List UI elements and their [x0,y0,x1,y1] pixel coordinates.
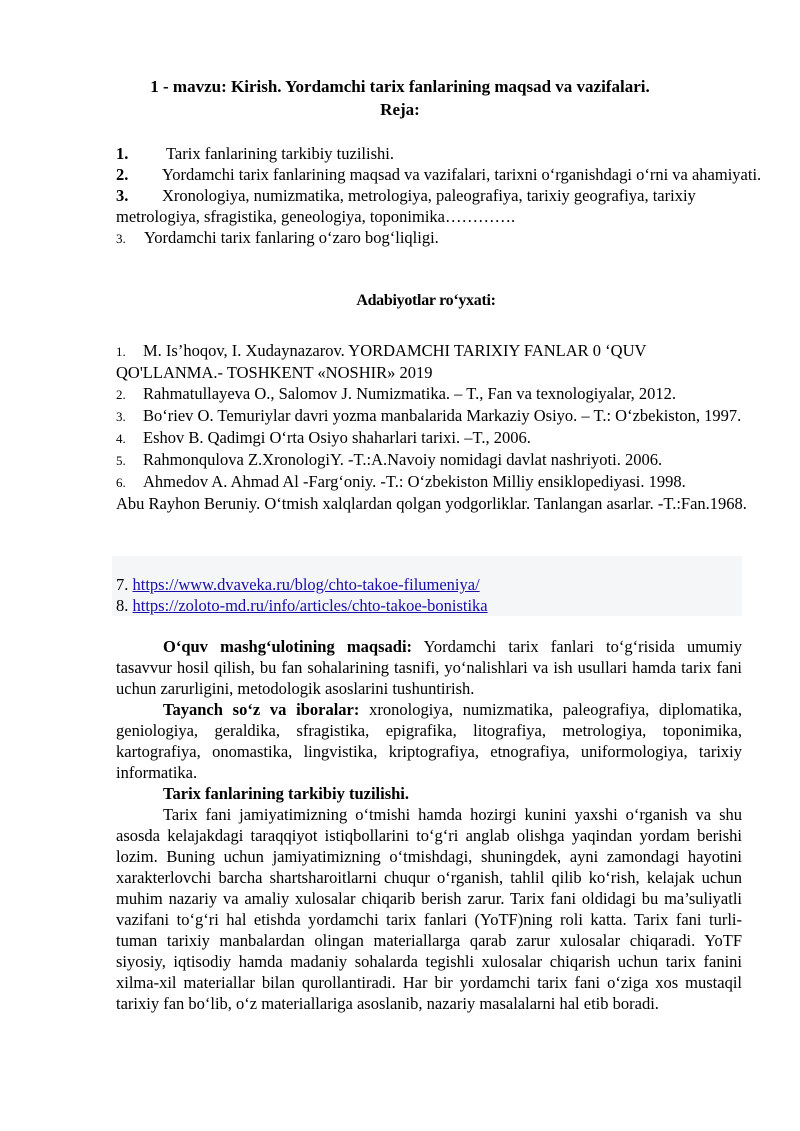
plan-item-number: 3. [116,186,129,205]
literature-link-item [116,595,766,616]
plan-heading: Reja: [380,100,420,119]
literature-item-number: 5. [116,453,126,468]
literature-item [116,405,756,427]
keywords-paragraph [116,699,742,783]
literature-heading: Adabiyotlar ro‘yxati: [356,292,496,309]
literature-item [116,471,756,493]
literature-link-item [116,574,766,595]
plan-item [116,143,766,164]
literature-item-text: Eshov B. Qadimgi O‘rta Osiyo shaharlari tarixi. –T., 2006. [143,428,531,447]
plan-item-text: Tarix fanlarining tarkibiy tuzilishi. [166,144,394,163]
literature-item-text: Bo‘riev O. Temuriylar davri yozma manbalarida Markaziy Osiyo. – T.: O‘zbekiston, 1997. [143,406,742,425]
keywords-text: xronologiya, numizmatika, paleografiya, diplomatika, geniologiya, geraldika, sfragistika, epigrafika, litografiya, metrologiya, toponimika, kartografiya, onomastika, lingvistika, kriptografiya, etnografiya, uniformologiya, tarixiy informatika. [116,700,742,782]
plan-item-text: Yordamchi tarix fanlaring o‘zaro bog‘liqligi. [144,228,439,247]
literature-item-text: Ahmedov A. Ahmad Al -Farg‘oniy. -T.: O‘zbekiston Milliy ensiklopediyasi. 1998. [143,472,686,491]
literature-item-text: Rahmonqulova Z.XronologiY. -T.:A.Navoiy nomidagi davlat nashriyoti. 2006. [143,450,663,469]
literature-extra-item: Abu Rayhon Beruniy. O‘tmish xalqlardan qolgan yodgorliklar. Tanlangan asarlar. -T.:Fan.1968. [116,494,747,513]
literature-links [116,574,766,616]
literature-item-text: M. Is’hoqov, I. Xudaynazarov. YORDAMCHI TARIXIY FANLAR 0 ‘QUV QO'LLANMA.- TOSHKENT «NOSHIR» 2019 [116,341,647,382]
literature-item-text: Rahmatullayeva O., Salomov J. Numizmatika. – T., Fan va texnologiyalar, 2012. [143,384,677,403]
plan-item [0,164,766,185]
plan-item-number: 1. [116,144,129,163]
plan-item [116,185,766,227]
literature-item [116,340,756,383]
literature-item [116,383,756,405]
section-heading: Tarix fanlarining tarkibiy tuzilishi. [163,784,410,803]
plan-item-number: 2. [116,165,129,184]
lecture-body [116,636,742,1014]
goal-text: Yordamchi tarix fanlari to‘g‘risida umumiy tasavvur hosil qilish, bu fan sohalarining tasnifi, yo‘nalishlari va ish usullari hamda tarix fani uchun zarurligini, metodologik asoslarini tushuntirish. [116,637,742,698]
literature-item-number: 3. [116,409,126,424]
plan-item-number: 3. [116,231,126,246]
lecture-title: 1 - mavzu: Kirish. Yordamchi tarix fanlarining maqsad va vazifalari. [150,77,650,96]
reference-link[interactable]: https://www.dvaveka.ru/blog/chto-takoe-filumeniya/ [132,575,480,594]
plan-item-text: Xronologiya, numizmatika, metrologiya, paleografiya, tarixiy geografiya, tarixiy metrologiya, sfragistika, geneologiya, toponimika…………. [116,186,696,226]
keywords-label: Tayanch so‘z va iboralar: [163,700,360,719]
plan-item-text: Yordamchi tarix fanlarining maqsad va vazifalari, tarixni o‘rganishdagi o‘rni va ahamiyati. [162,165,762,184]
goal-label: O‘quv mashg‘ulotining maqsadi: [163,637,413,656]
literature-item-number: 4. [116,431,126,446]
body-paragraph: Tarix fani jamiyatimizning o‘tmishi hamda hozirgi kunini yaxshi o‘rganish va shu asosda kelajakdagi taraqqiyot istiqbollarini to‘g‘ri anglab olishga yaqindan yordam berishi lozim. Buning uchun jamiyatimizning o‘tmishdagi, shuningdek, ayni zamondagi hayotini xarakterlovchi barcha shartsharoitlarni chuqur o‘rganish, tahlil qilib ko‘rish, kelajak uchun muhim nazariy va amaliy xulosalar chiqarib berish zarur. Tarix fani oldidagi bu ma’suliyatli vazifani to‘g‘ri hal etishda yordamchi tarix fanlari (YoTF)ning roli katta. Tarix fani turli-tuman tarixiy manbalardan olingan materiallarga qarab zarur xulosalar chiqaradi. YoTF siyosiy, iqtisodiy hamda madaniy sohalarda tegishli xulosalar chiqarish uchun tarix fanini xilma-xil materiallar bilan qurollantiradi. Har bir yordamchi tarix fani o‘ziga xos mustaqil tarixiy fan bo‘lib, o‘z materiallariga asoslanib, nazariy masalalarni hal etib boradi. [116,805,742,1013]
literature-item-number: 1. [116,344,126,359]
link-number: 8. [116,596,129,615]
reference-link[interactable]: https://zoloto-md.ru/info/articles/chto-takoe-bonistika [132,596,488,615]
link-number: 7. [116,575,129,594]
literature-item-number: 6. [116,475,126,490]
literature-list [116,340,756,514]
goal-paragraph [116,636,742,699]
literature-item-number: 2. [116,387,126,402]
literature-item [116,449,756,471]
plan-list [116,143,766,249]
plan-item [116,227,766,249]
literature-item [116,427,756,449]
